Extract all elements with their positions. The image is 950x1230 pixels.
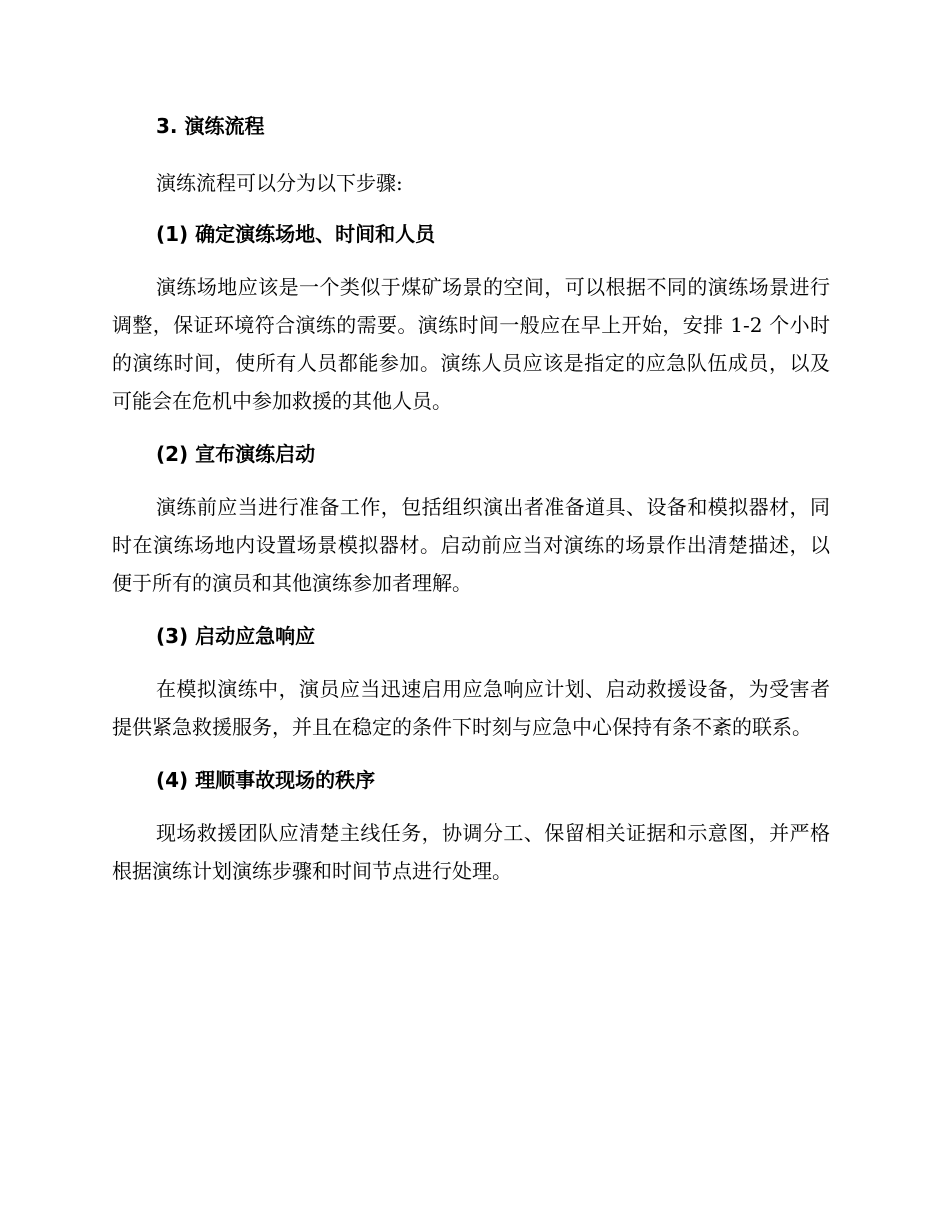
step-3-heading: (3) 启动应急响应 [156, 624, 316, 648]
section-title: 3. 演练流程 [156, 114, 265, 138]
step-2-paragraph: 演练前应当进行准备工作，包括组织演出者准备道具、设备和模拟器材，同时在演练场地内设置场景模拟器材。启动前应当对演练的场景作出清楚描述，以便于所有的演员和其他演练参加者理解。 [112, 495, 830, 595]
step-1-paragraph: 演练场地应该是一个类似于煤矿场景的空间，可以根据不同的演练场景进行调整，保证环境符合演练的需要。演练时间一般应在早上开始，安排 1-2 个小时的演练时间，使所有人员都能参加。演练人员应该是指定的应急队伍成员，以及可能会在危机中参加救援的其他人员。 [112, 275, 830, 413]
step-1-heading: (1) 确定演练场地、时间和人员 [156, 222, 436, 246]
document-body [112, 108, 830, 906]
step-2-heading: (2) 宣布演练启动 [156, 442, 316, 466]
intro-paragraph: 演练流程可以分为以下步骤: [156, 171, 403, 195]
step-4-paragraph: 现场救援团队应清楚主线任务，协调分工、保留相关证据和示意图，并严格根据演练计划演练步骤和时间节点进行处理。 [112, 821, 830, 883]
step-4-heading: (4) 理顺事故现场的秩序 [156, 768, 376, 792]
step-3-paragraph: 在模拟演练中，演员应当迅速启用应急响应计划、启动救援设备，为受害者提供紧急救援服务，并且在稳定的条件下时刻与应急中心保持有条不紊的联系。 [112, 677, 830, 739]
